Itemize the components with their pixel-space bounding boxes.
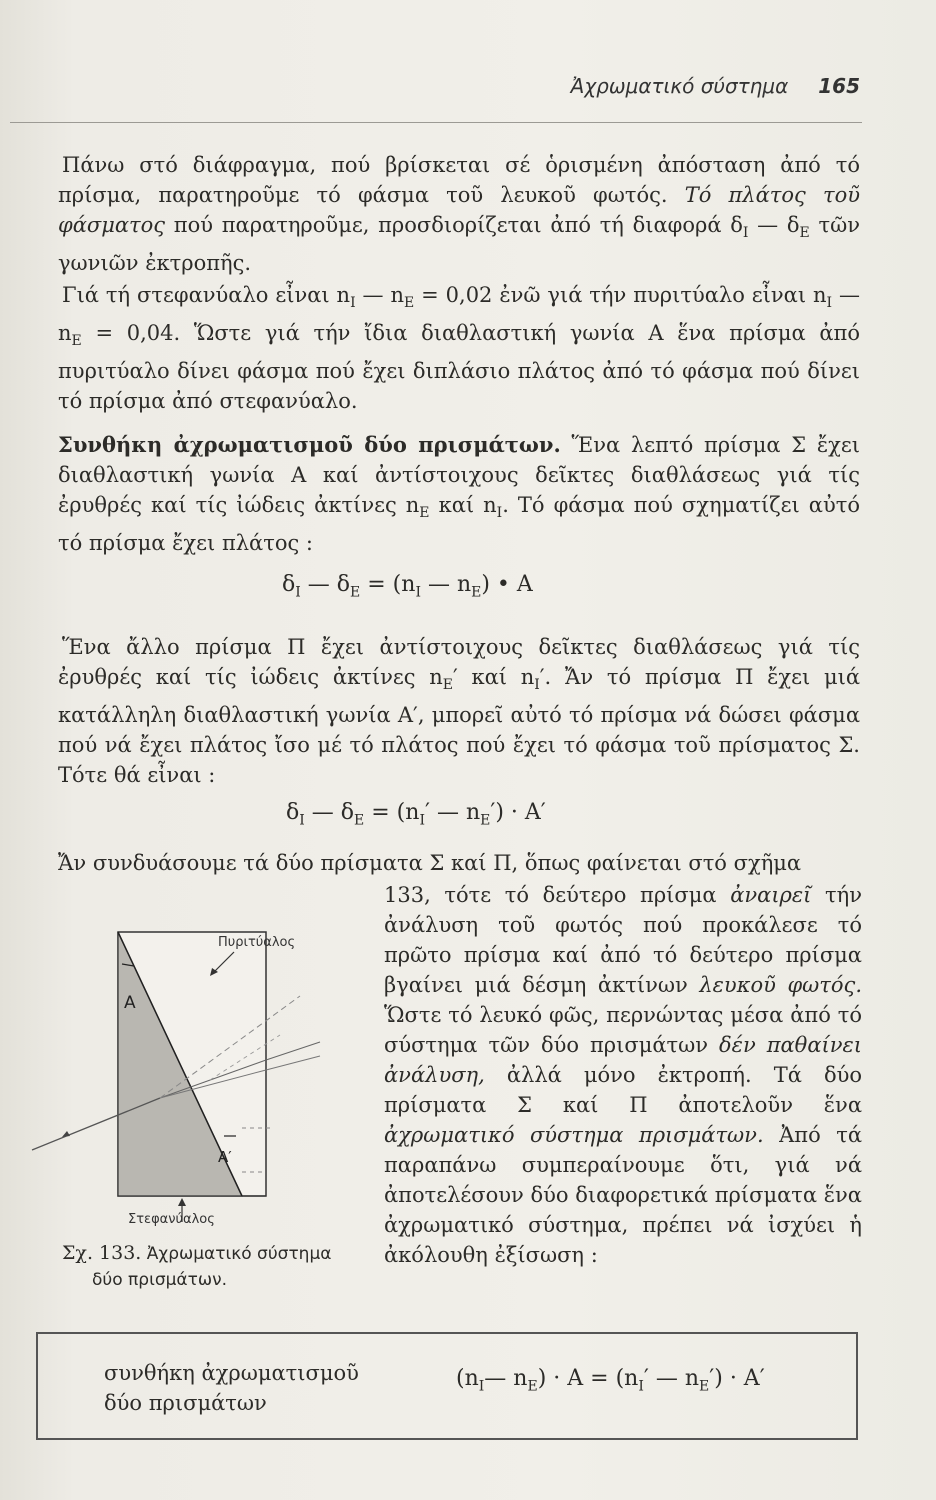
running-head: [500, 74, 860, 98]
paragraph-prism-pi: Ἕνα ἄλλο πρίσμα Π ἔχει ἀντίστοιχους δεῖκτες διαθλάσεως γιά τίς ἐρυθρές καί τίς ἰώδεις ἀκτίνες $n_E'$ καί $n_I'$. Ἄν τό πρίσμα Π ἔχει μιά κατάλληλη διαθλαστική γωνία Α′, μπορεῖ αὐτό τό πρίσμα νά δώσει φάσμα πού νά ἔχει πλάτος ἴσο μέ τό πλάτος πού ἔχει τό φάσμα τοῦ πρίσματος Σ. Τότε θά εἶναι :: [58, 635, 861, 788]
condition-equation: ($n_I—$ $n_E) \cdot A = (n_I'$ — $n_E') \cdot A'$: [456, 1366, 765, 1395]
header-rule: [10, 122, 862, 123]
figure-133-achromatic-prisms: [10, 900, 370, 1230]
label-crown: Στεφανύαλος: [128, 1212, 215, 1227]
paragraph-glass-dispersion: Γιά τή στεφανύαλο εἶναι $n_I$ — $n_E = 0,02$ ἐνῶ γιά τήν πυριτύαλο εἶναι $n_I$ — $n_E = 0,04$. Ὥστε γιά τήν ἴδια διαθλαστική γωνία Α ἕνα πρίσμα ἀπό πυριτύαλο δίνει φάσμα πού ἔχει διπλάσιο πλάτος ἀπό τό φάσμα πού δίνει τό πρίσμα ἀπό στεφανύαλο.: [58, 283, 860, 414]
condition-label: συνθήκη ἀχρωματισμοῦ δύο πρισμάτων: [104, 1361, 359, 1415]
condition-box: [36, 1332, 858, 1440]
label-flint: Πυριτύαλος: [218, 935, 296, 950]
equation-prism-sigma: $\delta_I$ — $\delta_E = (n_I$ — $n_E$) • A: [282, 572, 533, 601]
paragraph-combination-intro: Ἄν συνδυάσουμε τά δύο πρίσματα Σ καί Π, ὅπως φαίνεται στό σχῆμα: [58, 851, 802, 875]
chapter-title: Ἀχρωματικό σύστημα: [570, 74, 789, 98]
page-number: 165: [818, 74, 860, 98]
paragraph-achromatism-condition: Συνθήκη ἀχρωματισμοῦ δύο πρισμάτων. Ἕνα λεπτό πρίσμα Σ ἔχει διαθλαστική γωνία Α καί ἀντίστοιχους δεῖκτες διαθλάσεως γιά τίς ἐρυθρές καί τίς ἰώδεις ἀκτίνες $n_E$ καί $n_I$. Τό φάσμα πού σχηματίζει αὐτό τό πρίσμα ἔχει πλάτος :: [58, 432, 860, 556]
paragraph-spectrum-width: Πάνω στό διάφραγμα, πού βρίσκεται σέ ὁρισμένη ἀπόσταση ἀπό τό πρίσμα, παρατηροῦμε τό φάσμα τοῦ λευκοῦ φωτός. Τό πλάτος τοῦ φάσματος πού παρατηροῦμε, προσδιορίζεται ἀπό τή διαφορά $\delta_I$ — $\delta_E$ τῶν γωνιῶν ἐκτροπῆς.: [58, 153, 860, 276]
figure-caption: Σχ. 133. Ἀχρωματικό σύστημα δύο πρισμάτων.: [62, 1242, 332, 1290]
angle-A-label: A: [124, 993, 136, 1013]
equation-prism-pi: $\delta_I$ — $\delta_E = (n_I'$ — $n_E') \cdot A'$: [286, 800, 546, 829]
paragraph-combination-body: 133, τότε τό δεύτερο πρίσμα ἀναιρεῖ τήν ἀνάλυση τοῦ φωτός πού προκάλεσε τό πρῶτο πρίσμα καί ἀπό τό δεύτερο πρίσμα βγαίνει μιά δέσμη ἀκτίνων λευκοῦ φωτός. Ὥστε τό λευκό φῶς, περνώντας μέσα ἀπό τό σύστημα τῶν δύο πρισμάτων δέν παθαίνει ἀνάλυση, ἀλλά μόνο ἐκτροπή. Τά δύο πρίσματα Σ καί Π ἀποτελοῦν ἕνα ἀχρωματικό σύστημα πρισμάτων. Ἀπό τά παραπάνω συμπεραίνουμε ὅτι, γιά νά ἀποτελέσουν δύο διαφορετικά πρίσματα ἕνα ἀχρωματικό σύστημα, πρέπει νά ἰσχύει ἡ ἀκόλουθη ἐξίσωση :: [384, 883, 863, 1267]
section-heading: Συνθήκη ἀχρωματισμοῦ δύο πρισμάτων.: [58, 432, 561, 457]
angle-A-prime-label: A′: [218, 1148, 232, 1166]
